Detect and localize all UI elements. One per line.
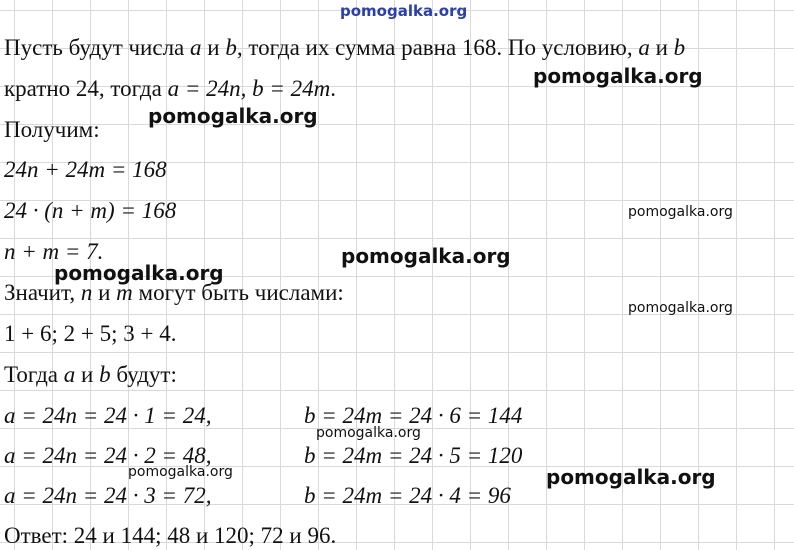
- result-a-2: a = 24n = 24 · 2 = 48,: [4, 443, 212, 468]
- watermark: pomogalka.org: [54, 261, 224, 285]
- result-b-2: b = 24m = 24 · 5 = 120: [304, 443, 523, 468]
- result-b-3: b = 24m = 24 · 4 = 96: [304, 483, 511, 508]
- watermark: pomogalka.org: [533, 64, 703, 88]
- watermark: pomogalka.org: [316, 425, 421, 441]
- result-b-1: b = 24m = 24 · 6 = 144: [304, 403, 523, 428]
- watermark: pomogalka.org: [546, 465, 716, 489]
- watermark: pomogalka.org: [128, 464, 233, 480]
- text-line-9: Тогда a и b будут:: [4, 362, 177, 387]
- result-a-3: a = 24n = 24 · 3 = 72,: [4, 483, 212, 508]
- result-a-1: a = 24n = 24 · 1 = 24,: [4, 403, 212, 428]
- text-line-8: 1 + 6; 2 + 5; 3 + 4.: [4, 321, 177, 346]
- text-line-3: Получим:: [4, 117, 100, 142]
- equation-1: 24n + 24m = 168: [4, 157, 167, 182]
- equation-3: n + m = 7.: [4, 239, 104, 264]
- text-line-2: кратно 24, тогда a = 24n, b = 24m.: [4, 76, 337, 101]
- text-line-1: Пусть будут числа a и b, тогда их сумма равна 168. По условию, a и b: [4, 35, 686, 60]
- answer-line: Ответ: 24 и 144; 48 и 120; 72 и 96.: [4, 523, 337, 548]
- watermark: pomogalka.org: [148, 104, 318, 128]
- watermark: pomogalka.org: [341, 244, 511, 268]
- watermark-top: pomogalka.org: [340, 2, 468, 20]
- watermark: pomogalka.org: [628, 204, 733, 220]
- watermark: pomogalka.org: [628, 300, 733, 316]
- equation-2: 24 · (n + m) = 168: [4, 198, 177, 223]
- text-line-7: Значит, n и m могут быть числами:: [4, 280, 344, 305]
